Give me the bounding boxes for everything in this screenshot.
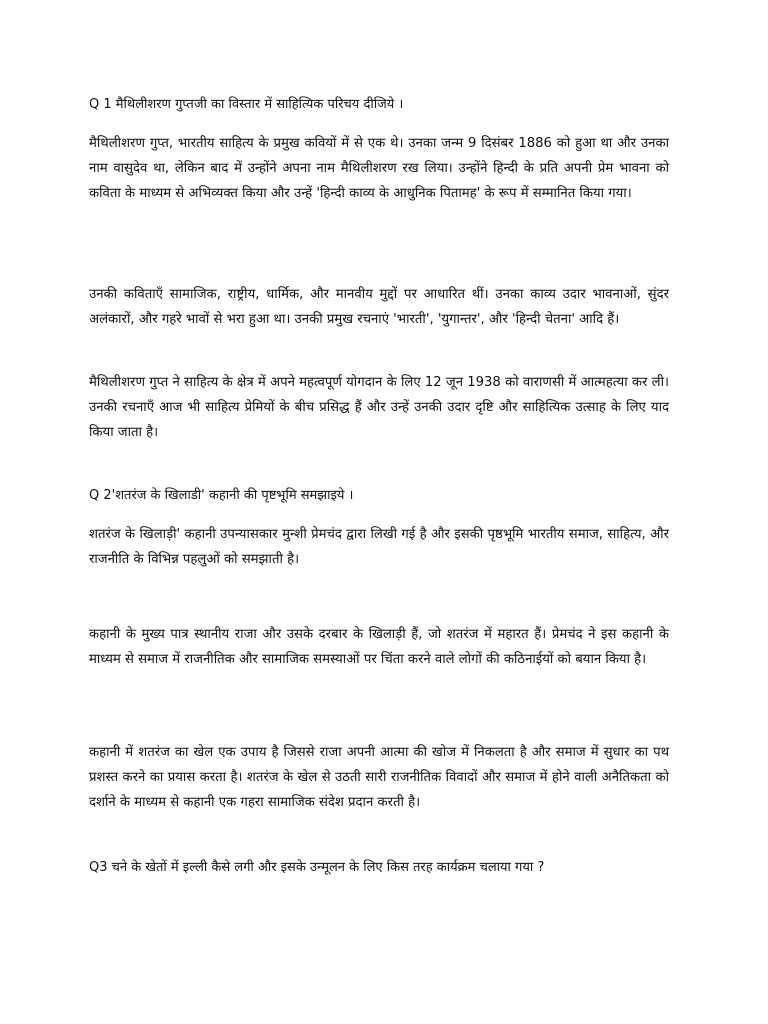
question-3: Q3 चने के खेतों में इल्ली कैसे लगी और इसके उन्मूलन के लिए किस तरह कार्यक्रम चलाया गया ? — [89, 860, 545, 875]
q2-paragraph-2: कहानी के मुख्य पात्र स्थानीय राजा और उसके दरबार के खिलाड़ी हैं, जो शतरंज में महारत हैं। प्रेमचंद ने इस कहानी के माध्यम से समाज में राजनीतिक और सामाजिक समस्याओं पर चिंता करने वाले लोगों की कठिनाईयों को बयान किया है। — [89, 627, 669, 667]
question-1: Q 1 मैथिलीशरण गुप्तजी का विस्तार में साहित्यिक परिचय दीजिये । — [89, 97, 404, 112]
q2-paragraph-1: शतरंज के खिलाड़ी' कहानी उपन्यासकार मुन्शी प्रेमचंद द्वारा लिखी गई है और इसकी पृष्ठभूमि भारतीय समाज, साहित्य, और राजनीति के विभिन्न पहलुओं को समझाती है। — [89, 527, 669, 567]
q2-paragraph-3: कहानी में शतरंज का खेल एक उपाय है जिससे राजा अपनी आत्मा की खोज में निकलता है और समाज में सुधार का पथ प्रशस्त करने का प्रयास करता है। शतरंज के खेल से उठती सारी राजनीतिक विवादों और समाज में होने वाली अनैतिकता को दर्शाने के माध्यम से कहानी एक गहरा सामाजिक संदेश प्रदान करती है। — [89, 745, 669, 810]
question-2: Q 2'शतरंज के खिलाडी' कहानी की पृष्टभूमि समझाइये । — [89, 488, 354, 503]
q1-paragraph-3: मैथिलीशरण गुप्त ने साहित्य के क्षेत्र में अपने महत्वपूर्ण योगदान के लिए 12 जून 1938 को वाराणसी में आत्महत्या कर ली। उनकी रचनाएँ आज भी साहित्य प्रेमियों के बीच प्रसिद्ध हैं और उन्हें उनकी उदार दृष्टि और साहित्यिक उत्साह के लिए याद किया जाता है। — [89, 375, 669, 440]
q1-paragraph-1: मैथिलीशरण गुप्त, भारतीय साहित्य के प्रमुख कवियों में से एक थे। उनका जन्म 9 दिसंबर 1886 को हुआ था और उनका नाम वासुदेव था, लेकिन बाद में उन्होंने अपना नाम मैथिलीशरण रख लिया। उन्होंने हिन्दी के प्रति अपनी प्रेम भावना को कविता के माध्यम से अभिव्यक्त किया और उन्हें 'हिन्दी काव्य के आधुनिक पितामह' के रूप में सम्मानित किया गया। — [89, 136, 669, 201]
q1-paragraph-2: उनकी कविताएँ सामाजिक, राष्ट्रीय, धार्मिक, और मानवीय मुद्दों पर आधारित थीं। उनका काव्य उदार भावनाओं, सुंदर अलंकारों, और गहरे भावों से भरा हुआ था। उनकी प्रमुख रचनाएं 'भारती', 'युगान्तर', और 'हिन्दी चेतना' आदि हैं। — [89, 287, 669, 327]
